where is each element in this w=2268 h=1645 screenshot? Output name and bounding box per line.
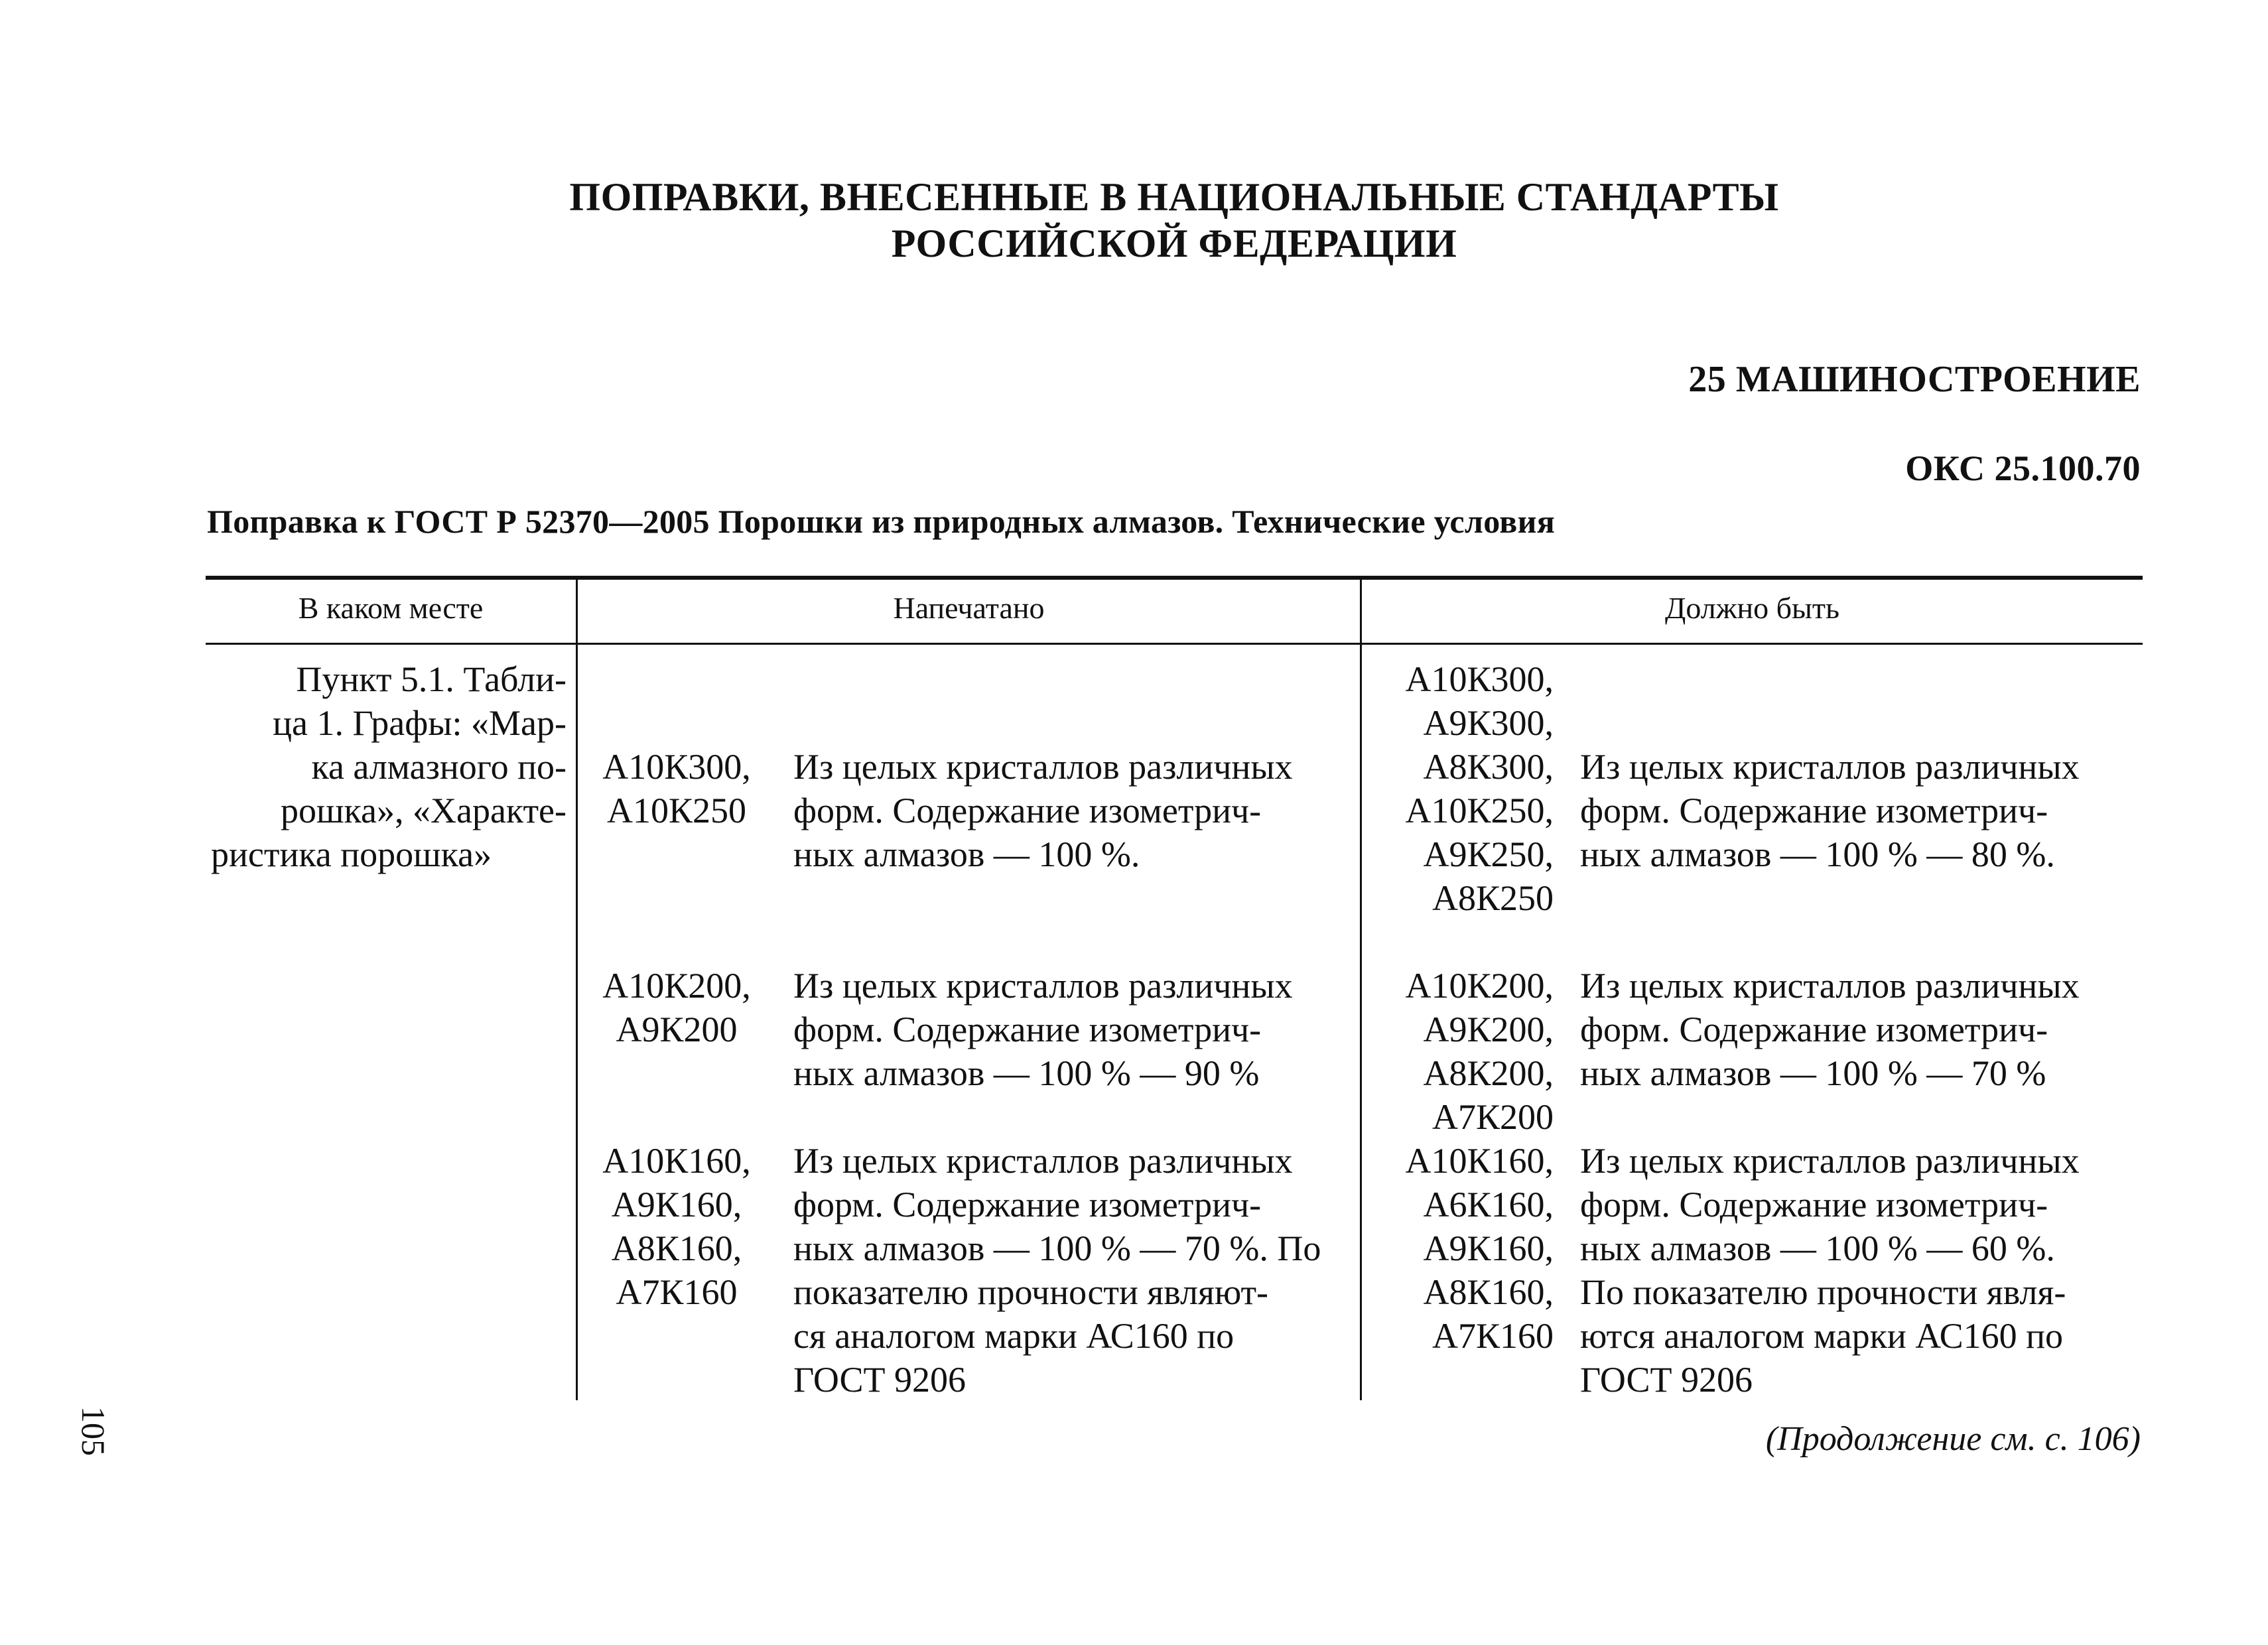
page-title	[0, 174, 2268, 267]
text-line: Из целых кристаллов различных	[793, 1141, 1293, 1181]
grade: А7К200	[1432, 1097, 1554, 1137]
page-number: 105	[75, 1406, 112, 1456]
grade: А10К300,	[1405, 659, 1554, 699]
text-line: показателю прочности являют-	[793, 1272, 1269, 1312]
amendment-table	[206, 576, 2143, 1400]
header-printed: Напечатано	[893, 591, 1045, 625]
text-line: ных алмазов — 100 % — 70 %	[1580, 1053, 2046, 1093]
text-line: Из целых кристаллов различных	[1580, 1141, 2080, 1181]
grade: А7К160	[1432, 1316, 1554, 1356]
grade: А9К160,	[1423, 1228, 1554, 1268]
grade: А6К160,	[1423, 1185, 1554, 1224]
grade: А8К160,	[1423, 1272, 1554, 1312]
grade: А10К300,	[602, 747, 751, 787]
where-line: ца 1. Графы: «Мар-	[273, 703, 567, 743]
where-line: ка алмазного по-	[311, 747, 567, 787]
grade: А10К160,	[1405, 1141, 1554, 1181]
table-header-rule	[206, 643, 2143, 645]
grade: А10К160,	[602, 1141, 751, 1181]
text-line: ются аналогом марки АС160 по	[1580, 1316, 2064, 1356]
title-line-1: ПОПРАВКИ, ВНЕСЕННЫЕ В НАЦИОНАЛЬНЫЕ СТАНДАРТЫ	[569, 175, 1779, 219]
text-line: ных алмазов — 100 % — 90 %	[793, 1053, 1260, 1093]
grade: А9К200	[616, 1010, 738, 1049]
text-line: форм. Содержание изометрич-	[1580, 1185, 2048, 1224]
column-divider-1	[576, 576, 578, 1400]
grade: А8К300,	[1423, 747, 1554, 787]
printed-grades-row-1	[587, 745, 766, 832]
text-line: По показателю прочности явля-	[1580, 1272, 2066, 1312]
correct-grades-row-3	[1368, 1139, 1554, 1358]
grade: А10К200,	[1405, 966, 1554, 1006]
correct-text-row-3	[1580, 1139, 2143, 1402]
grade: А8К200,	[1423, 1053, 1554, 1093]
grade: А8К160,	[611, 1228, 742, 1268]
grade: А9К250,	[1423, 834, 1554, 874]
text-line: ных алмазов — 100 %.	[793, 834, 1140, 874]
printed-text-row-1	[793, 745, 1355, 876]
correct-text-row-2	[1580, 964, 2143, 1095]
where-cell	[211, 657, 567, 876]
text-line: форм. Содержание изометрич-	[793, 1010, 1262, 1049]
text-line: ных алмазов — 100 % — 70 %. По	[793, 1228, 1321, 1268]
correct-grades-row-2	[1368, 964, 1554, 1139]
printed-text-row-2	[793, 964, 1355, 1095]
text-line: Из целых кристаллов различных	[793, 966, 1293, 1006]
grade: А7К160	[616, 1272, 738, 1312]
text-line: форм. Содержание изометрич-	[1580, 791, 2048, 830]
grade: А10К200,	[602, 966, 751, 1006]
where-line: Пункт 5.1. Табли-	[296, 659, 567, 699]
text-line: ГОСТ 9206	[793, 1360, 967, 1400]
text-line: форм. Содержание изометрич-	[1580, 1010, 2048, 1049]
grade: А10К250,	[1405, 791, 1554, 830]
header-where: В каком месте	[298, 591, 484, 625]
text-line: Из целых кристаллов различных	[1580, 747, 2080, 787]
text-line: ся аналогом марки АС160 по	[793, 1316, 1234, 1356]
correct-text-row-1	[1580, 745, 2143, 876]
grade: А9К200,	[1423, 1010, 1554, 1049]
grade: А9К300,	[1423, 703, 1554, 743]
header-should-be: Должно быть	[1664, 591, 1840, 625]
table-top-rule	[206, 576, 2143, 580]
text-line: форм. Содержание изометрич-	[793, 791, 1262, 830]
where-line: рошка», «Характе-	[281, 791, 567, 830]
grade: А10К250	[606, 791, 746, 830]
text-line: Из целых кристаллов различных	[793, 747, 1293, 787]
text-line: ных алмазов — 100 % — 60 %.	[1580, 1228, 2055, 1268]
printed-text-row-3	[793, 1139, 1355, 1402]
grade: А8К250	[1432, 878, 1554, 918]
text-line: форм. Содержание изометрич-	[793, 1185, 1262, 1224]
section-heading: 25 МАШИНОСТРОЕНИЕ	[1688, 359, 2141, 400]
column-divider-2	[1360, 576, 1362, 1400]
grade: А9К160,	[611, 1185, 742, 1224]
oks-code: ОКС 25.100.70	[1905, 448, 2141, 488]
correct-grades-row-1	[1368, 657, 1554, 920]
text-line: ГОСТ 9206	[1580, 1360, 1753, 1400]
text-line: Из целых кристаллов различных	[1580, 966, 2080, 1006]
text-line: ных алмазов — 100 % — 80 %.	[1580, 834, 2055, 874]
printed-grades-row-2	[587, 964, 766, 1051]
amendment-title: Поправка к ГОСТ Р 52370—2005 Порошки из природных алмазов. Технические условия	[207, 503, 1556, 540]
printed-grades-row-3	[587, 1139, 766, 1314]
title-line-2: РОССИЙСКОЙ ФЕДЕРАЦИИ	[891, 222, 1457, 265]
continued-note: (Продолжение см. с. 106)	[1765, 1420, 2141, 1458]
where-line: ристика порошка»	[211, 834, 492, 874]
